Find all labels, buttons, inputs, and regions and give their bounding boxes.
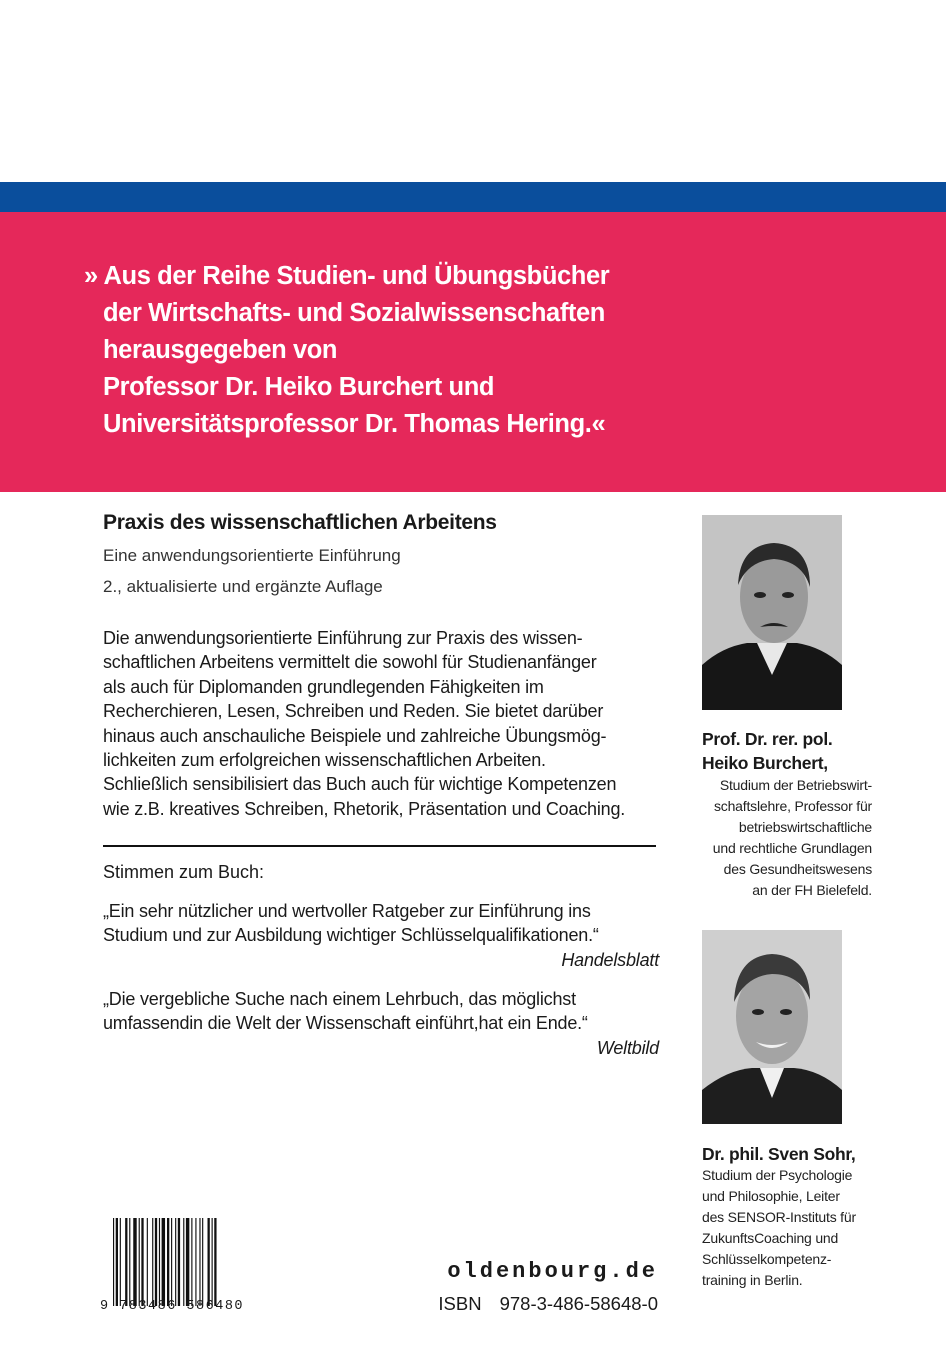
description-line: schaftlichen Arbeitens vermittelt die sowohl für Studienanfänger <box>103 652 597 673</box>
review-line: umfassendin die Welt der Wissenschaft einführt,hat ein Ende.“ <box>103 1013 588 1034</box>
barcode-bar <box>208 1218 210 1306</box>
description-line: Schließlich sensibilisiert das Buch auch für wichtige Kompetenzen <box>103 774 617 795</box>
reviews-heading: Stimmen zum Buch: <box>103 862 265 882</box>
description-line: als auch für Diplomanden grundlegenden Fähigkeiten im <box>103 676 544 697</box>
barcode-bar <box>116 1218 118 1306</box>
barcode-bar <box>125 1218 127 1306</box>
barcode-bar <box>120 1218 121 1306</box>
barcode-bar <box>212 1218 213 1306</box>
barcode-bar <box>155 1218 157 1306</box>
series-line-4: Professor Dr. Heiko Burchert und <box>103 373 495 401</box>
isbn-label: ISBN <box>438 1293 482 1314</box>
barcode-bar <box>214 1218 216 1306</box>
author-name-line: Prof. Dr. rer. pol. <box>702 729 833 749</box>
bio-line: und Philosophie, Leiter <box>702 1188 840 1204</box>
review-line: „Ein sehr nützlicher und wertvoller Ratgeber zur Einführung ins <box>103 901 591 921</box>
barcode-bar <box>178 1218 180 1306</box>
isbn-number: 978-3-486-58648-0 <box>499 1293 658 1314</box>
author-name-line: Dr. phil. Sven Sohr, <box>702 1144 856 1164</box>
author-name-line: Heiko Burchert, <box>702 753 828 773</box>
book-title: Praxis des wissenschaftlichen Arbeitens <box>103 511 497 534</box>
bio-line: des Gesundheitswesens <box>723 861 872 877</box>
author-photo-sohr <box>702 930 842 1124</box>
top-blue-stripe <box>0 182 946 212</box>
author-name-sohr <box>702 1142 855 1166</box>
description-line: hinaus auch anschauliche Beispiele und zahlreiche Übungsmög- <box>103 725 607 746</box>
barcode-bar <box>175 1218 176 1306</box>
author-photo-burchert <box>702 515 842 710</box>
review-line: „Die vergebliche Suche nach einem Lehrbuch, das möglichst <box>103 989 576 1009</box>
barcode-bar <box>139 1218 140 1306</box>
bio-line: Studium der Betriebswirt- <box>719 777 872 793</box>
barcode-bar <box>147 1218 148 1306</box>
series-line-3: herausgegeben von <box>103 336 338 364</box>
review-line: Studium und zur Ausbildung wichtiger Schlüsselqualifikationen.“ <box>103 925 599 946</box>
bio-line: training in Berlin. <box>702 1272 803 1288</box>
barcode-bar <box>186 1218 189 1306</box>
book-edition: 2., aktualisierte und ergänzte Auflage <box>103 577 383 596</box>
bio-line: des SENSOR-Instituts für <box>702 1209 856 1225</box>
bio-line: betriebswirtschaftliche <box>738 819 872 835</box>
barcode-bar <box>202 1218 203 1306</box>
barcode-bar <box>191 1218 192 1306</box>
barcode-bar <box>129 1218 130 1306</box>
bio-line: schaftslehre, Professor für <box>714 798 872 814</box>
barcode-bar <box>167 1218 169 1306</box>
barcode-bar <box>171 1218 172 1306</box>
book-subtitle: Eine anwendungsorientierte Einführung <box>103 546 401 565</box>
barcode-bar <box>152 1218 153 1306</box>
section-divider <box>103 845 656 847</box>
publisher-website: oldenbourg.de <box>447 1259 658 1284</box>
review-quote <box>103 899 663 972</box>
series-statement <box>84 258 609 443</box>
barcode-bar <box>113 1218 114 1306</box>
bio-line: und rechtliche Grundlagen <box>712 840 872 856</box>
bio-line: Schlüsselkompetenz- <box>702 1251 832 1267</box>
review-source: Handelsblatt <box>561 949 659 970</box>
author-name-burchert <box>702 727 832 775</box>
bio-line: Studium der Psychologie <box>702 1167 853 1183</box>
barcode-bar <box>133 1218 136 1306</box>
bio-line: ZukunftsCoaching und <box>702 1230 839 1246</box>
description-line: wie z.B. kreatives Schreiben, Rhetorik, Präsentation und Coaching. <box>103 798 626 819</box>
description-line: Die anwendungsorientierte Einführung zur Praxis des wissen- <box>103 628 583 648</box>
review-source: Weltbild <box>596 1037 659 1058</box>
author-bio-burchert <box>702 775 872 901</box>
book-description <box>103 626 663 821</box>
barcode-bar <box>141 1218 143 1306</box>
portrait-illustration <box>702 930 842 1124</box>
series-line-5: Universitätsprofessor Dr. Thomas Hering.« <box>103 410 606 438</box>
series-line-2: der Wirtschafts- und Sozialwissenschaften <box>103 299 605 327</box>
barcode-bar <box>195 1218 196 1306</box>
review-quote <box>103 987 663 1060</box>
author-bio-sohr <box>702 1165 882 1291</box>
barcode-bar <box>159 1218 160 1306</box>
description-line: Recherchieren, Lesen, Schreiben und Reden. Sie bietet darüber <box>103 701 604 722</box>
series-line-1: » Aus der Reihe Studien- und Übungsbücher <box>84 262 610 290</box>
barcode-bar <box>199 1218 200 1306</box>
portrait-illustration <box>702 515 842 710</box>
barcode-bar <box>183 1218 184 1306</box>
barcode-number: 9 783486 586480 <box>100 1299 245 1314</box>
isbn-line <box>430 1293 658 1315</box>
description-line: lichkeiten zum erfolgreichen wissenschaftlichen Arbeiten. <box>103 750 546 771</box>
barcode-bar <box>162 1218 165 1306</box>
isbn-barcode <box>113 1218 253 1306</box>
bio-line: an der FH Bielefeld. <box>752 882 872 898</box>
